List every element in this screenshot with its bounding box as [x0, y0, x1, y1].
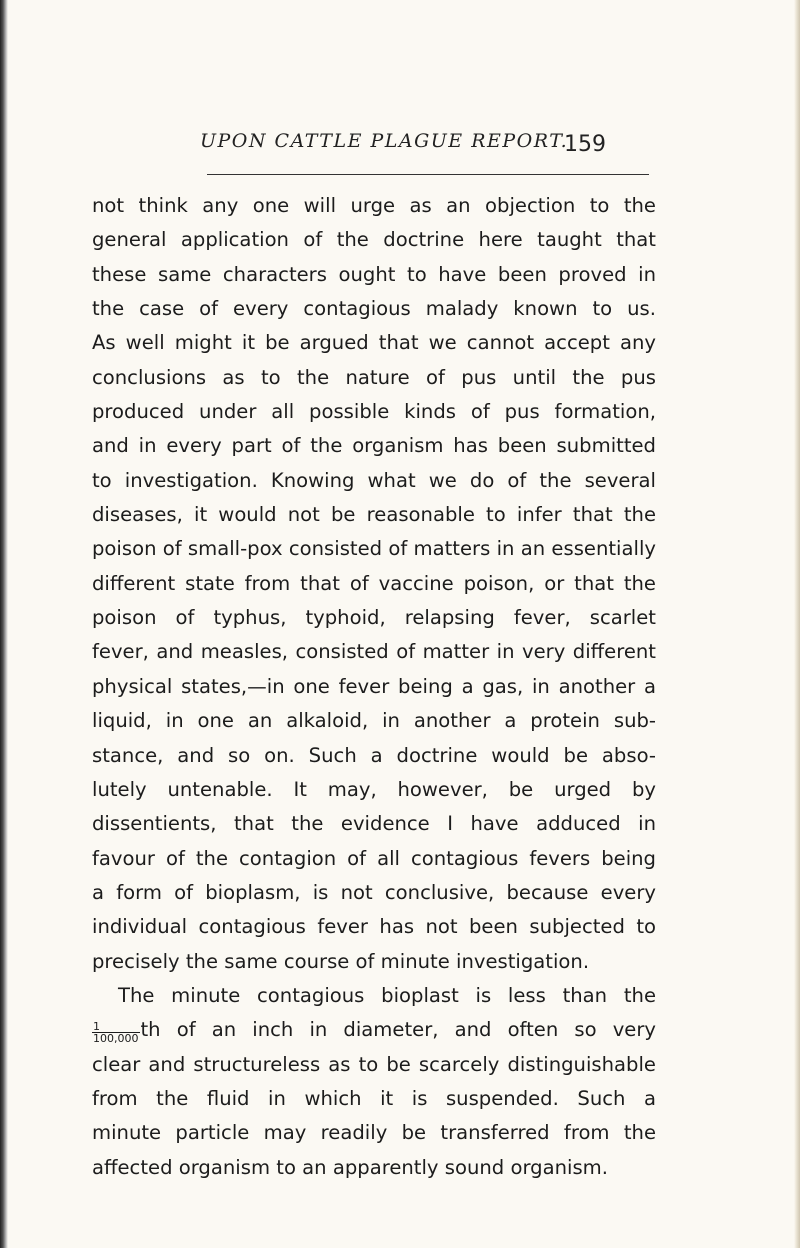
text-line: stance, and so on. Such a doctrine would be abso- [92, 743, 656, 767]
text-line: conclusions as to the nature of pus until the pus [92, 365, 656, 389]
text-line: to investigation. Knowing what we do of the several [92, 468, 656, 492]
fraction-line [92, 1013, 656, 1047]
text-line: favour of the contagion of all contagious fevers being [92, 846, 656, 870]
text-line: dissentients, that the evidence I have adduced in [92, 812, 656, 836]
text-line: physical states,—in one fever being a gas, in another a [92, 674, 656, 698]
running-title: UPON CATTLE PLAGUE REPORT. [200, 130, 569, 152]
text-line: minute particle may readily be transferred from the [92, 1121, 656, 1145]
text-line: a form of bioplasm, is not conclusive, because every [92, 880, 656, 904]
text-line: affected organism to an apparently sound organism. [92, 1155, 608, 1179]
fraction-suffix: th [140, 1018, 161, 1042]
text-line: lutely untenable. It may, however, be urged by [92, 777, 656, 801]
text-line: diseases, it would not be reasonable to infer that the [92, 503, 656, 527]
text-line: As well might it be argued that we cannot accept any [92, 331, 656, 355]
body-text [92, 189, 656, 1185]
page-header [200, 130, 650, 170]
text-line: fever, and measles, consisted of matter in very different [92, 640, 656, 664]
text-line: The minute contagious bioplast is less than the [118, 983, 656, 1007]
text-line: different state from that of vaccine poison, or that the [92, 571, 656, 595]
page-edge-left [0, 0, 8, 1248]
text-line: poison of typhus, typhoid, relapsing fever, scarlet [92, 606, 656, 630]
text-line: clear and structureless as to be scarcely distinguishable [92, 1052, 656, 1076]
text-line: poison of small-pox consisted of matters in an essentially [92, 537, 656, 561]
text-line: liquid, in one an alkaloid, in another a protein sub- [92, 709, 656, 733]
fraction-numerator: 1 [92, 1021, 140, 1033]
text-line: produced under all possible kinds of pus formation, [92, 400, 656, 424]
fraction-denominator: 100,000 [93, 1032, 139, 1046]
page-edge-right [794, 0, 800, 1248]
text-line: these same characters ought to have been proved in [92, 262, 656, 286]
text-line: not think any one will urge as an objection to the [92, 194, 656, 217]
text-line: precisely the same course of minute investigation. [92, 949, 590, 973]
text-line: individual contagious fever has not been subjected to [92, 915, 656, 939]
text-line: general application of the doctrine here taught that [92, 228, 656, 252]
header-rule [207, 174, 649, 175]
text-line: from the fluid in which it is suspended. Such a [92, 1086, 656, 1110]
text-line: and in every part of the organism has been submitted [92, 434, 656, 458]
fraction-line-rest: of an inch in diameter, and often so very [176, 1018, 656, 1042]
text-line: the case of every contagious malady known to us. [92, 297, 656, 321]
page-number: 159 [564, 132, 606, 157]
